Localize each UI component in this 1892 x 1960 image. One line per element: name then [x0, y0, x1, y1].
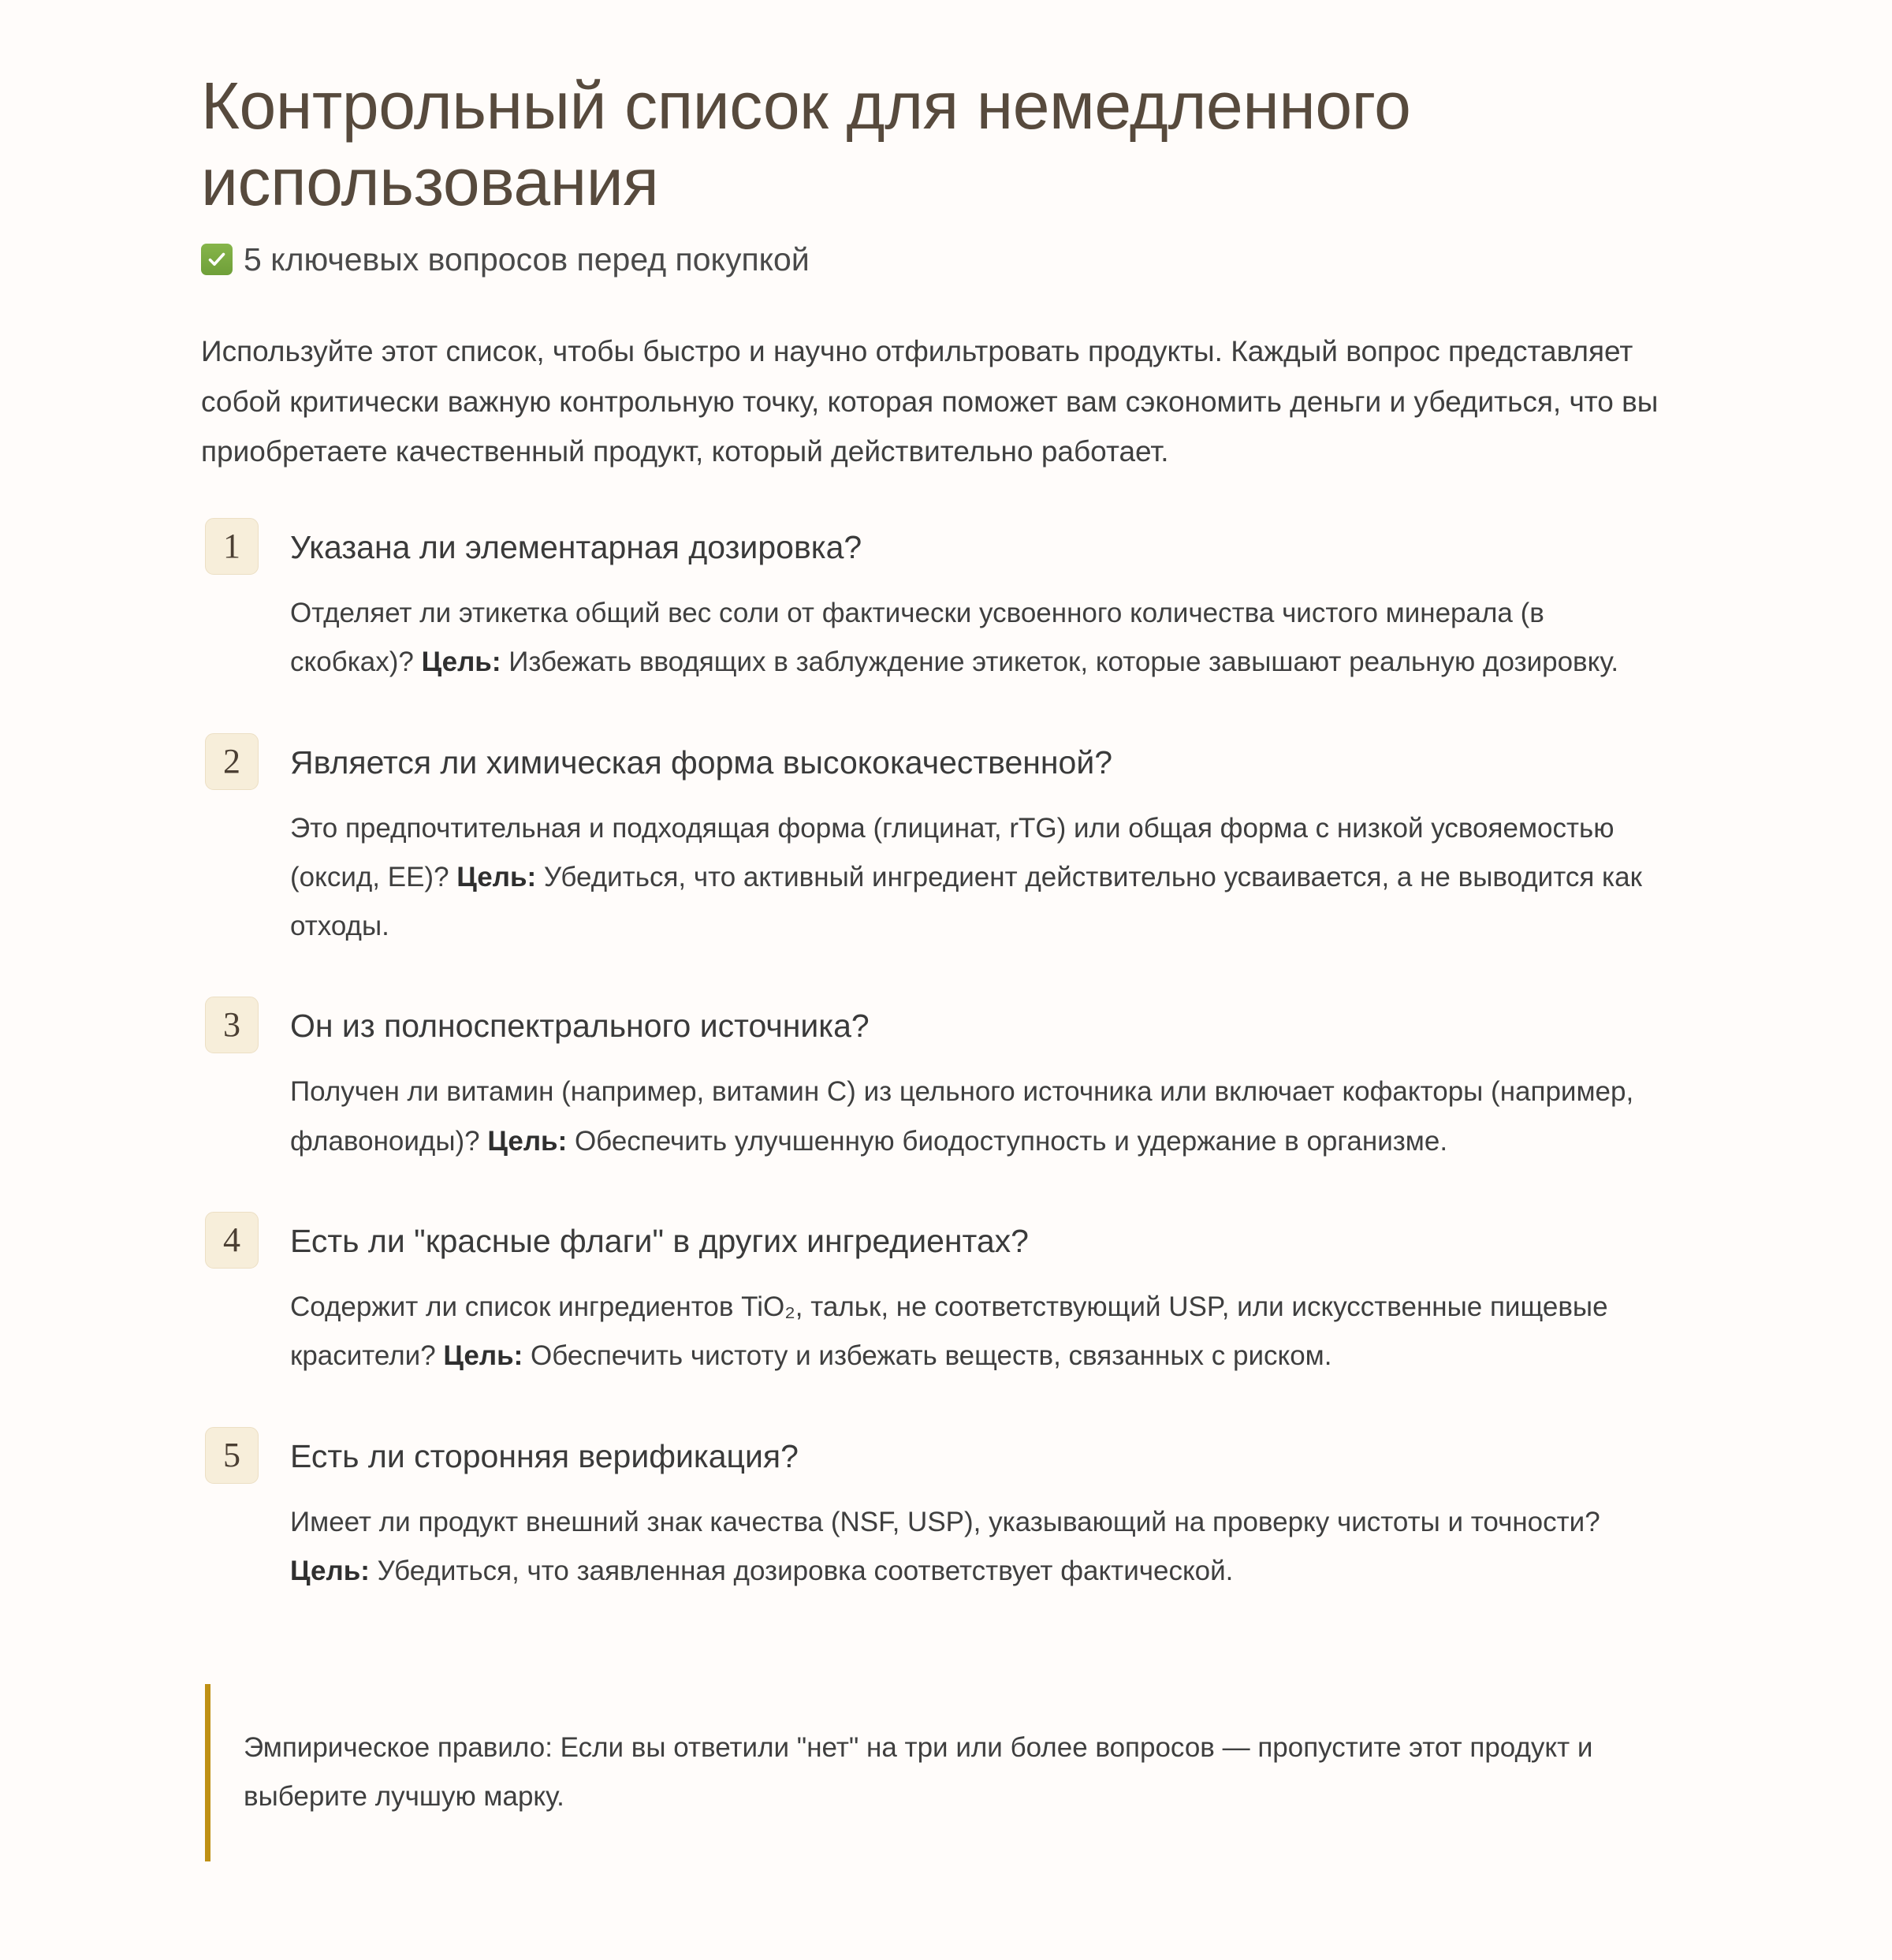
item-title: Он из полноспектрального источника? [290, 1008, 870, 1045]
item-number-badge: 3 [205, 997, 259, 1053]
item-description [290, 1068, 1675, 1166]
checklist-item-header [201, 1212, 1675, 1269]
checklist-item-header [201, 518, 1675, 575]
intro-paragraph: Используйте этот список, чтобы быстро и научно отфильтровать продукты. Каждый вопрос представляет собой критически важную контрольную точку, которая поможет вам сэкономить деньги и убедиться, что вы приобретаете качественный продукт, который действительно работает. [201, 335, 1659, 468]
checklist [201, 518, 1675, 1596]
item-number-badge: 4 [205, 1212, 259, 1269]
item-description-before: Имеет ли продукт внешний знак качества (NSF, USP), указывающий на проверку чистоты и точности? [290, 1506, 1600, 1537]
item-description-label: Цель: [487, 1125, 568, 1157]
subtitle-text: 5 ключевых вопросов перед покупкой [244, 240, 810, 278]
item-description-label: Цель: [290, 1555, 370, 1586]
item-description-after: Избежать вводящих в заблуждение этикеток, которые завышают реальную дозировку. [501, 647, 1619, 678]
item-description-before: Содержит ли список ингредиентов TiO₂, тальк, не соответствующий USP, или искусственные пищевые красители? [290, 1291, 1608, 1372]
item-description-before: Отделяет ли этикетка общий вес соли от фактически усвоенного количества чистого минерала (в скобках)? [290, 597, 1544, 678]
item-number-badge: 5 [205, 1427, 259, 1484]
subtitle-row [201, 240, 1675, 279]
item-description-after: Обеспечить чистоту и избежать веществ, связанных с риском. [523, 1340, 1332, 1372]
item-description [290, 1498, 1675, 1597]
rule-of-thumb-callout [205, 1684, 1663, 1861]
checklist-item [201, 518, 1675, 687]
item-number-badge: 2 [205, 733, 259, 790]
checklist-item-header [201, 733, 1675, 790]
item-description-after: Убедиться, что активный ингредиент действительно усваивается, а не выводится как отходы. [290, 861, 1642, 942]
item-title: Является ли химическая форма высококачественной? [290, 743, 1113, 781]
item-title: Есть ли сторонняя верификация? [290, 1437, 799, 1474]
checklist-item [201, 1427, 1675, 1597]
item-description-label: Цель: [456, 861, 537, 892]
item-description-before: Это предпочтительная и подходящая форма (глицинат, rTG) или общая форма с низкой усвояемостью (оксид, EE)? [290, 812, 1615, 892]
item-description-after: Убедиться, что заявленная дозировка соответствует фактической. [369, 1555, 1234, 1586]
page-title: Контрольный список для немедленного использования [201, 69, 1411, 220]
checklist-item [201, 997, 1675, 1166]
item-description-after: Обеспечить улучшенную биодоступность и удержание в организме. [567, 1125, 1448, 1157]
content-container [201, 68, 1675, 1861]
item-description [290, 804, 1675, 952]
item-description [290, 589, 1675, 687]
checklist-item-header [201, 1427, 1675, 1484]
item-description [290, 1283, 1675, 1381]
callout-text: Эмпирическое правило: Если вы ответили "нет" на три или более вопросов — пропустите этот продукт и выберите лучшую марку. [244, 1732, 1593, 1812]
checklist-item [201, 1212, 1675, 1381]
item-number-badge: 1 [205, 518, 259, 575]
item-description-label: Цель: [443, 1340, 523, 1372]
item-description-before: Получен ли витамин (например, витамин C) из цельного источника или включает кофакторы (например, флавоноиды)? [290, 1076, 1634, 1157]
checklist-item-header [201, 997, 1675, 1053]
item-title: Есть ли "красные флаги" в других ингредиентах? [290, 1223, 1029, 1260]
white-check-mark-icon [201, 244, 233, 275]
item-description-label: Цель: [421, 647, 501, 678]
checklist-item [201, 733, 1675, 952]
item-title: Указана ли элементарная дозировка? [290, 528, 862, 565]
